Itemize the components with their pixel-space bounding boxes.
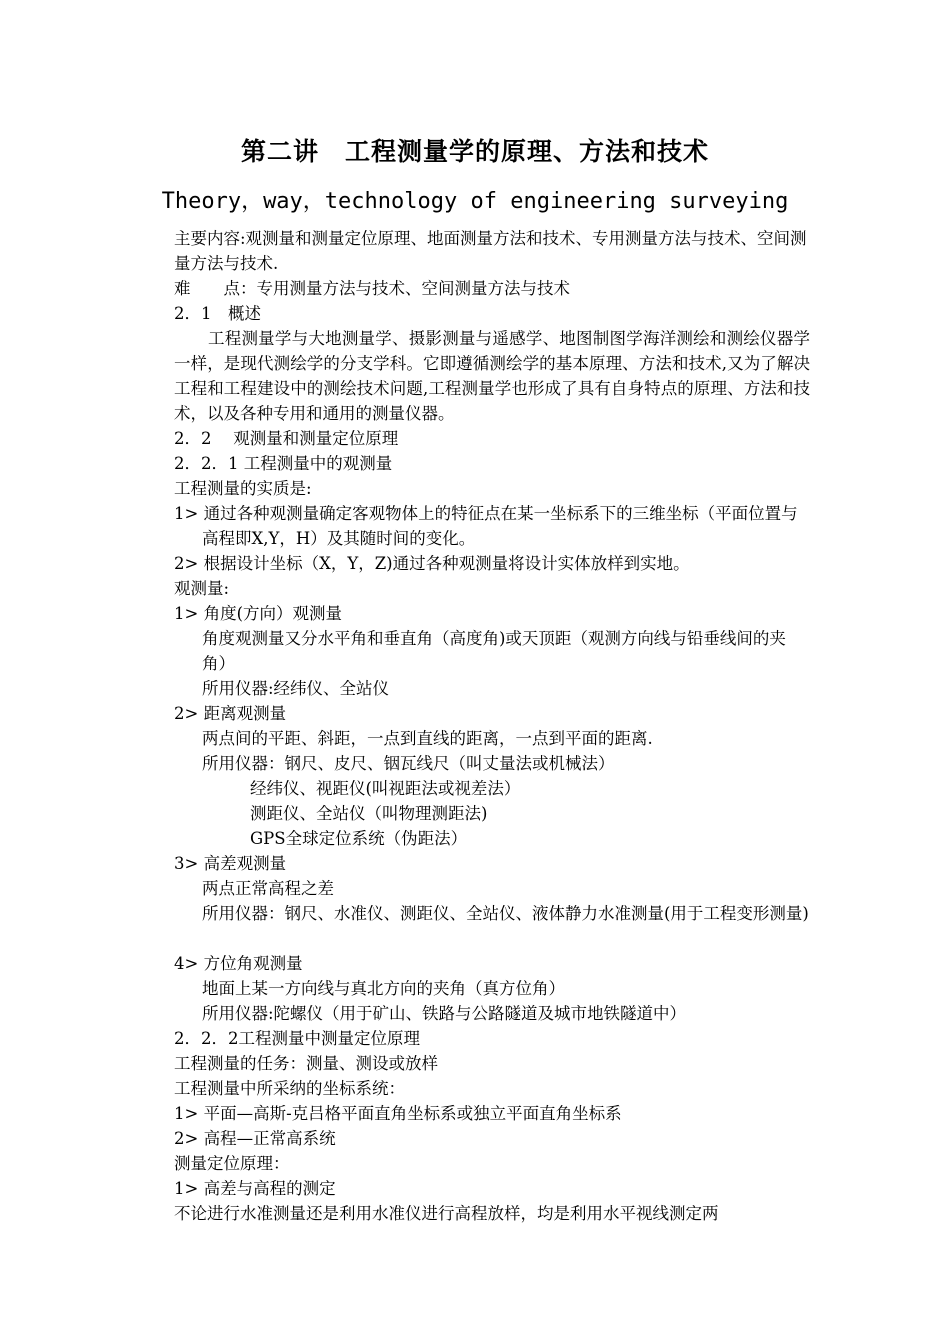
text-line: 工程测量的实质是:: [174, 479, 312, 498]
list-detail: 两点正常高程之差: [202, 879, 334, 898]
list-detail: 两点间的平距、斜距，一点到直线的距离，一点到平面的距离.: [202, 729, 653, 748]
overview-paragraph: 工程测量学与大地测量学、摄影测量与遥感学、地图制图学海洋测绘和测绘仪器学一样，是现代测绘学的分支学科。它即遵循测绘学的基本原理、方法和技术,又为了解决工程和工程建设中的测绘技术问题,工程测量学也形成了具有自身特点的原理、方法和技术，以及各种专用和通用的测量仪器。: [174, 329, 810, 423]
list-item: 1> 通过各种观测量确定客观物体上的特征点在某一坐标系下的三维坐标（平面位置与高程即X,Y，H）及其随时间的变化。: [174, 504, 798, 548]
difficulty-line: 难 点：专用测量方法与技术、空间测量方法与技术: [174, 279, 570, 298]
main-content-line: 主要内容:观测量和测量定位原理、地面测量方法和技术、专用测量方法与技术、空间测量方法与技术.: [174, 229, 807, 273]
list-detail: GPS全球定位系统（伪距法）: [250, 829, 468, 848]
list-item: 1> 角度(方向）观测量: [174, 604, 343, 623]
list-detail: 经纬仪、视距仪(叫视距法或视差法）: [250, 779, 521, 798]
page-title: 第二讲 工程测量学的原理、方法和技术: [240, 137, 709, 166]
list-item: 1> 高差与高程的测定: [174, 1179, 336, 1198]
list-detail: 角度观测量又分水平角和垂直角（高度角)或天顶距（观测方向线与铅垂线间的夹角）: [202, 629, 786, 673]
text-line: 观测量:: [174, 579, 230, 598]
list-item: 3> 高差观测量: [174, 854, 287, 873]
list-item: 2> 根据设计坐标（X，Y，Z)通过各种观测量将设计实体放样到实地。: [174, 554, 690, 573]
section-heading: 2．1 概述: [174, 304, 261, 323]
list-detail: 地面上某一方向线与真北方向的夹角（真方位角）: [202, 979, 565, 998]
section-heading: 2．2 观测量和测量定位原理: [174, 429, 399, 448]
list-item: 1> 平面—高斯-克吕格平面直角坐标系或独立平面直角坐标系: [174, 1104, 622, 1123]
list-item: 2> 高程—正常高系统: [174, 1129, 336, 1148]
text-line: 工程测量中所采纳的坐标系统：: [174, 1079, 405, 1098]
list-detail: 测距仪、全站仪（叫物理测距法): [250, 804, 488, 823]
page-subtitle: Theory，way，technology of engineering surveying: [161, 189, 789, 214]
text-line: 工程测量的任务：测量、测设或放样: [174, 1054, 438, 1073]
list-detail: 所用仪器：钢尺、皮尺、铟瓦线尺（叫丈量法或机械法）: [202, 754, 615, 773]
list-item: 2> 距离观测量: [174, 704, 287, 723]
document-body: [174, 226, 810, 1226]
list-detail: 所用仪器:经纬仪、全站仪: [202, 679, 390, 698]
subsection-heading: 2．2．1 工程测量中的观测量: [174, 454, 393, 473]
list-detail: 所用仪器:陀螺仪（用于矿山、铁路与公路隧道及城市地铁隧道中）: [202, 1004, 687, 1023]
text-line: 测量定位原理：: [174, 1154, 290, 1173]
list-item: 4> 方位角观测量: [174, 954, 303, 973]
subsection-heading: 2．2．2工程测量中测量定位原理: [174, 1029, 420, 1048]
list-detail: 所用仪器：钢尺、水准仪、测距仪、全站仪、液体静力水准测量(用于工程变形测量): [202, 904, 809, 923]
text-line: 不论进行水准测量还是利用水准仪进行高程放样，均是利用水平视线测定两: [174, 1204, 719, 1223]
